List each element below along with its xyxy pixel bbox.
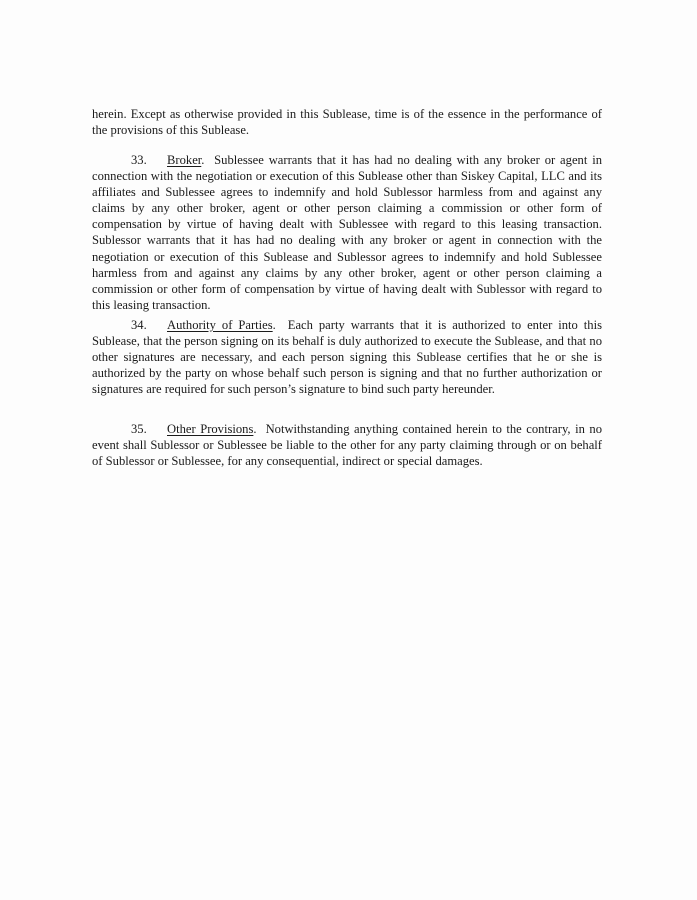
section-35-other-provisions (92, 421, 602, 469)
section-number: 33. (131, 153, 147, 167)
section-33-broker (92, 152, 602, 313)
section-33-paragraph: 33. Broker. Sublessee warrants that it has had no dealing with any broker or agent in connection with the negotiation or execution of this Sublease other than Siskey Capital, LLC and its affiliates and Sublessee agrees to indemnify and hold Sublessor harmless from and against any claims by any other broker, agent or other person claiming a commission or other form of compensation by virtue of having dealt with Sublessee with regard to this leasing transaction. Sublessor warrants that it has had no dealing with any broker or agent in connection with the negotiation or execution of this Sublease and Sublessor agrees to indemnify and hold Sublessee harmless from and against any claims by any other broker, agent or other person claiming a commission or other form of compensation by virtue of having dealt with Sublessor with regard to this leasing transaction. (92, 153, 602, 312)
continuation-paragraph (92, 106, 602, 138)
section-35-paragraph: 35. Other Provisions. Notwithstanding anything contained herein to the contrary, in no event shall Sublessor or Sublessee be liable to the other for any party claiming through or on behalf of Sublessor or Sublessee, for any consequential, indirect or special damages. (92, 422, 602, 469)
continuation-text: herein. Except as otherwise provided in this Sublease, time is of the essence in the performance of the provisions of this Sublease. (92, 107, 602, 138)
section-heading: Authority of Parties (167, 318, 273, 332)
section-heading: Other Provisions (167, 422, 254, 436)
section-number: 34. (131, 318, 147, 332)
section-34-paragraph: 34. Authority of Parties. Each party warrants that it is authorized to enter into this Sublease, that the person signing on its behalf is duly authorized to execute the Sublease, and that no other signatures are necessary, and each person signing this Sublease certifies that he or she is authorized by the party on whose behalf such person is signing and that no further authorization or signatures are required for such person’s signature to bind such party hereunder. (92, 318, 602, 397)
section-heading: Broker (167, 153, 202, 167)
section-body: Sublessee warrants that it has had no dealing with any broker or agent in connection with the negotiation or execution of this Sublease other than Siskey Capital, LLC and its affiliates and Sublessee agrees to indemnify and hold Sublessor harmless from and against any claims by any other broker, agent or other person claiming a commission or other form of compensation by virtue of having dealt with Sublessee with regard to this leasing transaction. Sublessor warrants that it has had no dealing with any broker or agent in connection with the negotiation or execution of this Sublease and Sublessor agrees to indemnify and hold Sublessee harmless from and against any claims by any other broker, agent or other person claiming a commission or other form of compensation by virtue of having dealt with Sublessor with regard to this leasing transaction. (92, 153, 602, 312)
section-34-authority-of-parties (92, 317, 602, 397)
section-body: Notwithstanding anything contained herein to the contrary, in no event shall Sublessor or Sublessee be liable to the other for any party claiming through or on behalf of Sublessor or Sublessee, for any consequential, indirect or special damages. (92, 422, 602, 469)
section-number: 35. (131, 422, 147, 436)
section-body: Each party warrants that it is authorized to enter into this Sublease, that the person signing on its behalf is duly authorized to execute the Sublease, and that no other signatures are necessary, and each person signing this Sublease certifies that he or she is authorized by the party on whose behalf such person is signing and that no further authorization or signatures are required for such person’s signature to bind such party hereunder. (92, 318, 602, 397)
